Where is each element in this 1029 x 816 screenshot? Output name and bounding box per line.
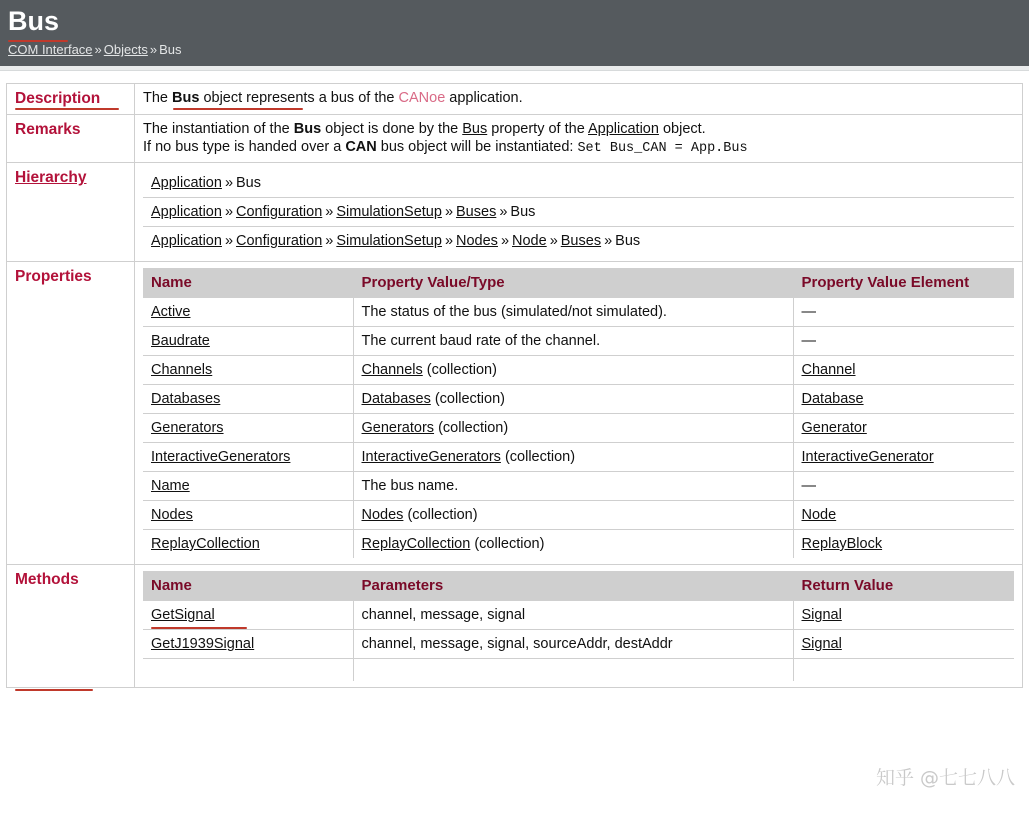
breadcrumb-item-com-interface[interactable]: COM Interface: [8, 42, 93, 57]
properties-header-name: Name: [143, 268, 353, 298]
hierarchy-table: [143, 169, 1014, 255]
hierarchy-link-node[interactable]: Node: [512, 233, 547, 249]
table-row: [143, 601, 1014, 630]
hierarchy-link-simulationsetup[interactable]: SimulationSetup: [336, 233, 442, 249]
property-link-replaycollection[interactable]: ReplayCollection: [151, 536, 260, 552]
method-name-cell: [143, 659, 353, 682]
hierarchy-link-application[interactable]: Application: [151, 233, 222, 249]
hierarchy-row: [7, 163, 1023, 262]
property-link-interactivegenerators[interactable]: InteractiveGenerators: [151, 449, 291, 465]
property-name-cell: [143, 530, 353, 559]
hierarchy-link-bus: Bus: [236, 175, 262, 191]
remarks-line-1: The instantiation of the Bus object is done by the Bus property of the Application object.: [143, 121, 706, 137]
page-title: Bus: [8, 6, 60, 36]
property-link-baudrate[interactable]: Baudrate: [151, 333, 210, 349]
property-element-cell: [793, 414, 1014, 443]
type-link-channels[interactable]: Channels: [361, 362, 423, 378]
property-type-cell: The bus name.: [353, 472, 793, 501]
hierarchy-path-cell: Application » Bus: [143, 169, 1014, 198]
property-element-cell: [793, 501, 1014, 530]
property-type-cell: Databases (collection): [353, 385, 793, 414]
property-name-cell: [143, 298, 353, 327]
title-annotation-underline: [8, 40, 68, 42]
application-link[interactable]: Application: [588, 121, 659, 137]
remarks-row: [7, 115, 1023, 163]
remarks-text: [135, 115, 1023, 163]
remarks-code-sample: Set Bus_CAN = App.Bus: [577, 141, 748, 156]
canoe-link[interactable]: CANoe: [398, 90, 446, 106]
hierarchy-current-bus: Bus: [510, 204, 536, 220]
method-name-cell: [143, 601, 353, 630]
breadcrumb-separator: »: [149, 42, 158, 57]
properties-header-element: Property Value Element: [793, 268, 1014, 298]
properties-header-type: Property Value/Type: [353, 268, 793, 298]
property-name-cell: [143, 327, 353, 356]
element-link-replayblock[interactable]: ReplayBlock: [801, 536, 883, 552]
property-type-cell: Generators (collection): [353, 414, 793, 443]
property-type-cell: The status of the bus (simulated/not simulated).: [353, 298, 793, 327]
element-link-generator[interactable]: Generator: [801, 420, 867, 436]
property-element-cell: [793, 530, 1014, 559]
breadcrumb-item-bus: Bus: [159, 42, 182, 57]
description-text: The Bus object represents a bus of the CANoe application.: [135, 84, 1023, 115]
property-name-cell: [143, 443, 353, 472]
remarks-label: Remarks: [7, 115, 135, 163]
method-name-cell: [143, 630, 353, 659]
properties-row: [7, 262, 1023, 565]
table-row: [143, 298, 1014, 327]
property-element-cell: —: [793, 472, 1014, 501]
getsignal-annotation-underline: [151, 627, 247, 629]
hierarchy-link-nodes[interactable]: Nodes: [456, 233, 498, 249]
table-row: [143, 385, 1014, 414]
methods-annotation-underline: [15, 689, 93, 691]
hierarchy-label: Hierarchy: [7, 163, 135, 262]
property-element-cell: [793, 443, 1014, 472]
table-row: [143, 356, 1014, 385]
type-link-replaycollection[interactable]: ReplayCollection: [361, 536, 471, 552]
method-return-cell: [793, 601, 1014, 630]
content-area: [0, 71, 1029, 688]
table-row: [143, 501, 1014, 530]
breadcrumb-separator: »: [94, 42, 102, 57]
property-type-cell: The current baud rate of the channel.: [353, 327, 793, 356]
methods-row: [7, 565, 1023, 688]
table-row: [143, 327, 1014, 356]
breadcrumb-item-objects[interactable]: Objects: [103, 42, 148, 57]
table-row: [143, 472, 1014, 501]
type-link-nodes[interactable]: Nodes: [361, 507, 404, 523]
table-row: [143, 414, 1014, 443]
property-link-nodes[interactable]: Nodes: [151, 507, 193, 523]
hierarchy-paths: [135, 163, 1023, 262]
description-annotation-underline-2: [173, 108, 303, 110]
property-name-cell: [143, 472, 353, 501]
element-link-database[interactable]: Database: [801, 391, 864, 407]
property-type-cell: InteractiveGenerators (collection): [353, 443, 793, 472]
method-link-getsignal[interactable]: GetSignal: [151, 607, 215, 623]
properties-table: [143, 268, 1014, 558]
bus-property-link[interactable]: Bus: [462, 121, 488, 137]
description-label: Description: [7, 84, 135, 115]
table-row: [143, 443, 1014, 472]
method-params-cell: [353, 659, 793, 682]
properties-header-row: [143, 268, 1014, 298]
methods-header-row: [143, 571, 1014, 601]
property-link-generators[interactable]: Generators: [151, 420, 224, 436]
element-link-interactivegenerator[interactable]: InteractiveGenerator: [801, 449, 934, 465]
description-bold-bus: Bus: [172, 90, 200, 106]
return-link-signal[interactable]: Signal: [801, 607, 842, 623]
method-link-getj1939signal[interactable]: GetJ1939Signal: [151, 636, 255, 652]
table-row: [143, 530, 1014, 559]
hierarchy-link-application[interactable]: Application: [151, 175, 222, 191]
documentation-table: [6, 83, 1023, 688]
hierarchy-link-configuration[interactable]: Configuration: [236, 233, 323, 249]
property-name-cell: [143, 501, 353, 530]
type-link-databases[interactable]: Databases: [361, 391, 431, 407]
property-type-cell: ReplayCollection (collection): [353, 530, 793, 559]
table-row: [143, 630, 1014, 659]
method-params-cell: channel, message, signal, sourceAddr, destAddr: [353, 630, 793, 659]
property-name-cell: [143, 385, 353, 414]
breadcrumb: [8, 42, 1021, 58]
methods-table: [143, 571, 1014, 681]
watermark: 知乎 @七七八八: [875, 767, 1015, 789]
hierarchy-path-3: [143, 227, 1014, 256]
property-name-cell: [143, 414, 353, 443]
property-link-name[interactable]: Name: [151, 478, 190, 494]
property-name-cell: [143, 356, 353, 385]
type-link-generators[interactable]: Generators: [361, 420, 435, 436]
methods-header-name: Name: [143, 571, 353, 601]
hierarchy-link-configuration[interactable]: Configuration: [236, 204, 323, 220]
hierarchy-link-buses[interactable]: Buses: [560, 233, 602, 249]
remarks-line-2: If no bus type is handed over a CAN bus object will be instantiated: Set Bus_CAN = App.Bus: [143, 139, 748, 156]
property-link-databases[interactable]: Databases: [151, 391, 221, 407]
method-params-cell: channel, message, signal: [353, 601, 793, 630]
property-element-cell: —: [793, 327, 1014, 356]
property-element-cell: [793, 356, 1014, 385]
type-link-interactivegenerators[interactable]: InteractiveGenerators: [361, 449, 501, 465]
hierarchy-current-bus: Bus: [615, 233, 641, 249]
properties-label: Properties: [7, 262, 135, 565]
method-return-cell: [793, 659, 1014, 682]
description-annotation-underline: [15, 108, 119, 110]
element-link-node[interactable]: Node: [801, 507, 837, 523]
element-link-channel[interactable]: Channel: [801, 362, 856, 378]
method-return-cell: [793, 630, 1014, 659]
page-header: [0, 0, 1029, 66]
property-type-cell: Channels (collection): [353, 356, 793, 385]
table-row: [143, 659, 1014, 682]
property-element-cell: [793, 385, 1014, 414]
methods-label: Methods: [7, 565, 135, 688]
hierarchy-path-cell: Application » Configuration » SimulationSetup » Buses » Bus: [143, 198, 1014, 227]
methods-table-cell: [135, 565, 1023, 688]
hierarchy-path-2: [143, 198, 1014, 227]
property-type-cell: Nodes (collection): [353, 501, 793, 530]
hierarchy-link-simulationsetup[interactable]: SimulationSetup: [336, 204, 442, 220]
description-row: [7, 84, 1023, 115]
methods-header-return: Return Value: [793, 571, 1014, 601]
property-element-cell: —: [793, 298, 1014, 327]
property-link-channels[interactable]: Channels: [151, 362, 213, 378]
property-link-active[interactable]: Active: [151, 304, 191, 320]
hierarchy-path-1: [143, 169, 1014, 198]
hierarchy-link-buses[interactable]: Buses: [456, 204, 497, 220]
hierarchy-path-cell: Application » Configuration » SimulationSetup » Nodes » Node » Buses » Bus: [143, 227, 1014, 256]
methods-header-parameters: Parameters: [353, 571, 793, 601]
hierarchy-link-application[interactable]: Application: [151, 204, 222, 220]
properties-table-cell: [135, 262, 1023, 565]
return-link-signal[interactable]: Signal: [801, 636, 842, 652]
